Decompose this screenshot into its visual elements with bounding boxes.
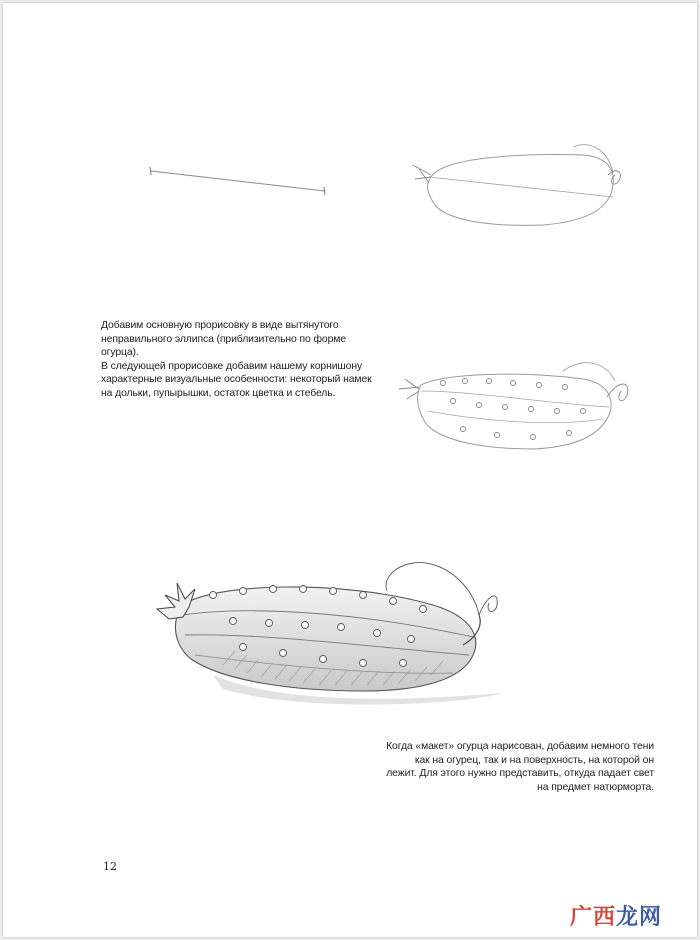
- sketch-shaded-cucumber: [143, 555, 513, 715]
- paragraph-ellipse: Добавим основную прорисовку в виде вытянутого неправильного эллипса (приблизительно по форме огурца).: [101, 320, 347, 359]
- sketch-cucumber-details: [393, 351, 643, 461]
- instructions-step-two: [382, 740, 654, 794]
- watermark-logo: [570, 900, 662, 931]
- sketch-ellipse: [403, 135, 643, 235]
- instructions-step-one: [101, 319, 373, 401]
- book-page: [3, 3, 697, 937]
- paragraph-shading: Когда «макет» огурца нарисован, добавим немного тени как на огурец, так и на поверхность, на которой он лежит. Для этого нужно представить, откуда падает свет на предмет натюрморта.: [386, 741, 654, 793]
- page-number: 12: [103, 860, 117, 873]
- paragraph-details: В следующей прорисовке добавим нашему корнишону характерные визуальные особенности: некоторый намек на дольки, пупырышки, остаток цветка и стебель.: [101, 360, 372, 399]
- watermark-part-two: 龙网: [616, 905, 663, 930]
- sketch-axis-line: [143, 161, 343, 201]
- watermark-part-one: 广西: [570, 905, 617, 930]
